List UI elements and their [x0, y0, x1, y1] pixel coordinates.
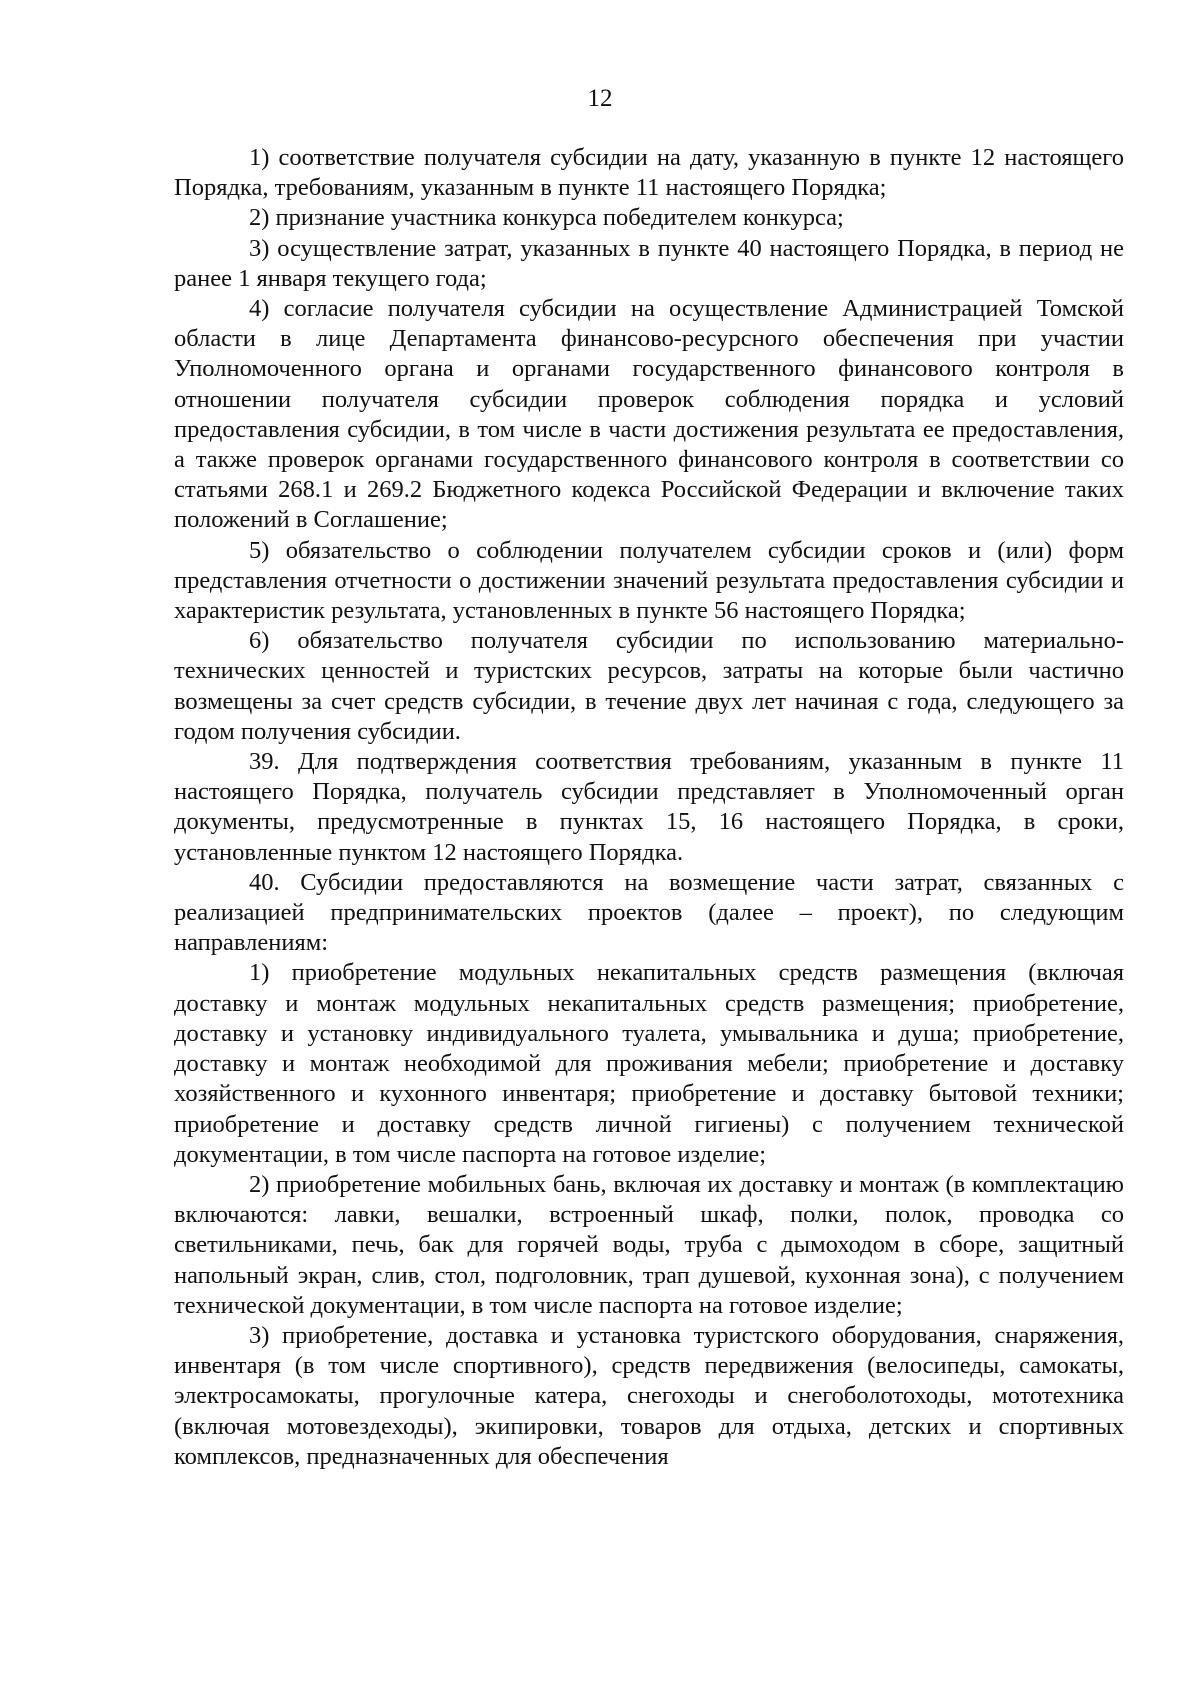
- paragraph-direction-1: 1) приобретение модульных некапитальных средств размещения (включая доставку и монтаж модульных некапитальных средств размещения; приобретение, доставку и установку индивидуального туалета, умывальника и душа; приобретение, доставку и монтаж необходимой для проживания мебели; приобретение и доставку хозяйственного и кухонного инвентаря; приобретение и доставку бытовой техники; приобретение и доставку средств личной гигиены) с получением технической документации, в том числе паспорта на готовое изделие;: [174, 959, 1124, 1168]
- paragraph-clause-39: 39. Для подтверждения соответствия требованиям, указанным в пункте 11 настоящего Порядка, получатель субсидии представляет в Уполномоченный орган документы, предусмотренные в пунктах 15, 16 настоящего Порядка, в сроки, установленные пунктом 12 настоящего Порядка.: [174, 748, 1124, 866]
- paragraph-item-6-obligation: 6) обязательство получателя субсидии по использованию материально-технических ценностей и туристских ресурсов, затраты на которые были частично возмещены за счет средств субсидии, в течение двух лет начиная с года, следующего за годом получения субсидии.: [174, 627, 1124, 745]
- paragraph-direction-2: 2) приобретение мобильных бань, включая их доставку и монтаж (в комплектацию включаются: лавки, вешалки, встроенный шкаф, полки, полок, проводка со светильниками, печь, бак для горячей воды, труба с дымоходом в сборе, защитный напольный экран, слив, стол, подголовник, трап душевой, кухонная зона), с получением технической документации, в том числе паспорта на готовое изделие;: [174, 1170, 1124, 1319]
- paragraph-item-2-winner: 2) признание участника конкурса победителем конкурса;: [249, 204, 844, 232]
- page-number: 12: [587, 85, 613, 112]
- paragraph-direction-3: 3) приобретение, доставка и установка туристского оборудования, снаряжения, инвентаря (в том числе спортивного), средств передвижения (велосипеды, самокаты, электросамокаты, прогулочные катера, снегоходы и снегоболотоходы, мототехника (включая мотовездеходы), экипировки, товаров для отдыха, детских и спортивных комплексов, предназначенных для обеспечения: [174, 1321, 1124, 1470]
- document-body: [174, 143, 1124, 1472]
- paragraph-item-3-expenses: 3) осуществление затрат, указанных в пункте 40 настоящего Порядка, в период не ранее 1 января текущего года;: [174, 234, 1124, 292]
- paragraph-clause-40: 40. Субсидии предоставляются на возмещение части затрат, связанных с реализацией предпринимательских проектов (далее – проект), по следующим направлениям:: [174, 868, 1124, 957]
- paragraph-item-1-compliance: 1) соответствие получателя субсидии на дату, указанную в пункте 12 настоящего Порядка, требованиям, указанным в пункте 11 настоящего Порядка;: [174, 144, 1124, 202]
- paragraph-item-4-consent: 4) согласие получателя субсидии на осуществление Администрацией Томской области в лице Департамента финансово-ресурсного обеспечения при участии Уполномоченного органа и органами государственного финансового контроля в отношении получателя субсидии проверок соблюдения порядка и условий предоставления субсидии, в том числе в части достижения результата ее предоставления, а также проверок органами государственного финансового контроля в соответствии со статьями 268.1 и 269.2 Бюджетного кодекса Российской Федерации и включение таких положений в Соглашение;: [174, 295, 1124, 534]
- paragraph-item-5-reporting: 5) обязательство о соблюдении получателем субсидии сроков и (или) форм представления отчетности о достижении значений результата предоставления субсидии и характеристик результата, установленных в пункте 56 настоящего Порядка;: [174, 536, 1124, 625]
